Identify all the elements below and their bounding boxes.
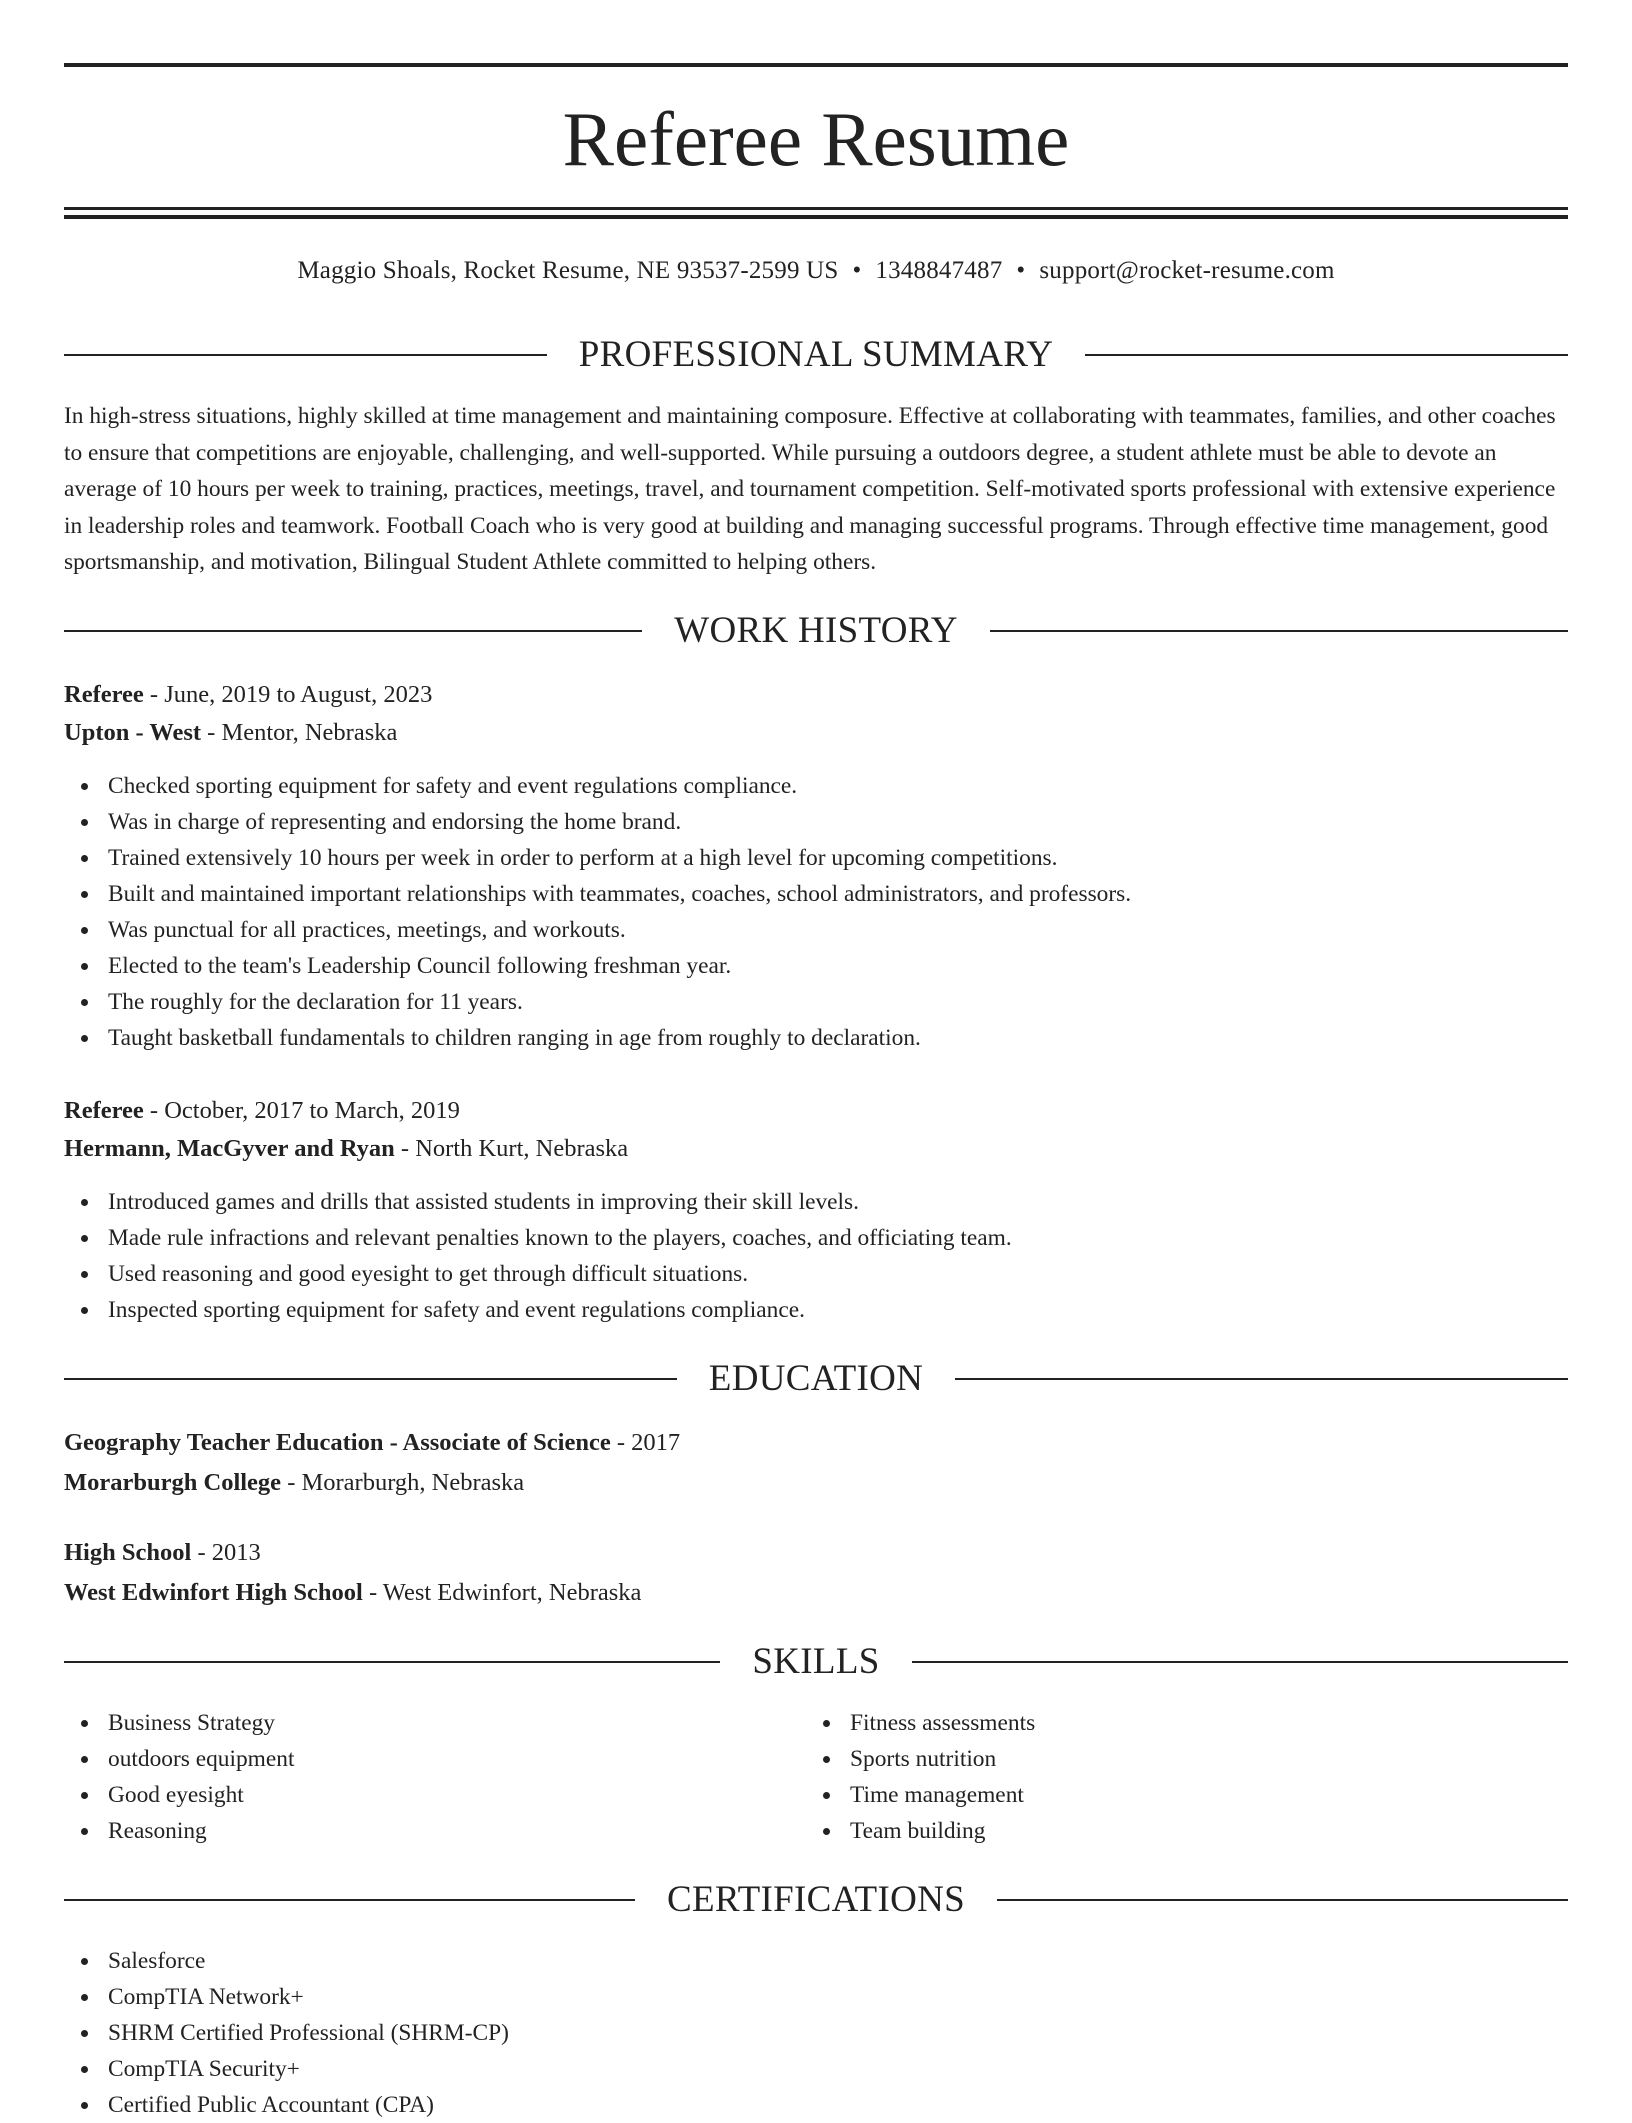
skills-column-right (806, 1705, 1506, 1849)
skill-item: Business Strategy (64, 1705, 764, 1741)
section-heading-certifications (64, 1878, 1568, 1922)
heading-rule (64, 1378, 677, 1380)
job-bullet: Taught basketball fundamentals to children ranging in age from roughly to declaration. (64, 1020, 1568, 1056)
skills-bullets (806, 1705, 1506, 1849)
job-bullet: Elected to the team's Leadership Council following freshman year. (64, 948, 1568, 984)
education-year: - 2013 (191, 1539, 261, 1566)
job-dates: - June, 2019 to August, 2023 (143, 681, 433, 708)
resume-title: Referee Resume (562, 96, 1070, 182)
heading-rule (1085, 354, 1568, 356)
job-company: Upton - West (64, 719, 202, 746)
job-bullet: Trained extensively 10 hours per week in order to perform at a high level for upcoming competitions. (64, 840, 1568, 876)
job-location: - North Kurt, Nebraska (394, 1135, 629, 1162)
certifications-list (64, 1943, 1568, 2123)
job-bullet: The roughly for the declaration for 11 years. (64, 984, 1568, 1020)
section-heading-work-history (64, 609, 1568, 653)
job-title-line (64, 1092, 1568, 1130)
job-company-line (64, 1130, 1568, 1168)
heading-rule (64, 1899, 635, 1901)
contact-separator: • (1016, 257, 1026, 284)
education-degree-line (64, 1533, 1568, 1573)
skills-column-left (64, 1705, 764, 1849)
job-company-line (64, 714, 1568, 752)
certification-item: Salesforce (64, 1943, 1568, 1979)
education-degree-line (64, 1423, 1568, 1463)
job-bullet: Introduced games and drills that assisted students in improving their skill levels. (64, 1184, 1568, 1220)
job-bullet: Made rule infractions and relevant penalties known to the players, coaches, and officiating team. (64, 1220, 1568, 1256)
job-company: Hermann, MacGyver and Ryan (64, 1135, 395, 1162)
education-school-line (64, 1463, 1568, 1503)
section-heading-label: SKILLS (752, 1641, 880, 1682)
heading-rule (912, 1661, 1568, 1663)
job-bullet: Inspected sporting equipment for safety and event regulations compliance. (64, 1292, 1568, 1328)
contact-email: support@rocket-resume.com (1039, 257, 1335, 284)
education-degree: Geography Teacher Education - Associate of Science (64, 1429, 611, 1456)
certification-item: SHRM Certified Professional (SHRM-CP) (64, 2015, 1568, 2051)
skills-bullets (64, 1705, 764, 1849)
skill-item: Reasoning (64, 1813, 764, 1849)
job-title-line (64, 676, 1568, 714)
contact-address: Maggio Shoals, Rocket Resume, NE 93537-2599 US (297, 257, 839, 284)
job-entry (64, 1092, 1568, 1328)
job-bullet: Was punctual for all practices, meetings, and workouts. (64, 912, 1568, 948)
job-bullet: Used reasoning and good eyesight to get through difficult situations. (64, 1256, 1568, 1292)
header-rule-upper (64, 207, 1568, 210)
heading-rule (64, 354, 547, 356)
education-location: - West Edwinfort, Nebraska (362, 1579, 642, 1606)
section-heading-label: PROFESSIONAL SUMMARY (578, 334, 1054, 375)
certification-bullets (64, 1943, 1568, 2123)
education-entry (64, 1423, 1568, 1503)
education-location: - Morarburgh, Nebraska (281, 1469, 525, 1496)
summary-text: In high-stress situations, highly skilled at time management and maintaining composure. Effective at collaborating with teammates, families, and other coaches to ensure that competitions are enjoyable, challenging, and well-supported. While pursuing a outdoors degree, a student athlete must be able to devote an average of 10 hours per week to training, practices, meetings, travel, and tournament competition. Self-motivated sports professional with extensive experience in leadership roles and teamwork. Football Coach who is very good at building and managing successful programs. Through effective time management, good sportsmanship, and motivation, Bilingual Student Athlete committed to helping others. (64, 403, 1556, 575)
education-school: Morarburgh College (64, 1469, 282, 1496)
section-heading-label: WORK HISTORY (674, 610, 958, 651)
education-year: - 2017 (610, 1429, 681, 1456)
skill-item: Time management (806, 1777, 1506, 1813)
certification-item: CompTIA Security+ (64, 2051, 1568, 2087)
job-title: Referee (64, 1097, 144, 1124)
header-rule-lower (64, 215, 1568, 219)
section-heading-summary (64, 333, 1568, 377)
skill-item: Sports nutrition (806, 1741, 1506, 1777)
certification-item: CompTIA Network+ (64, 1979, 1568, 2015)
job-bullet: Was in charge of representing and endorsing the home brand. (64, 804, 1568, 840)
job-entry (64, 676, 1568, 1056)
job-title: Referee (64, 681, 144, 708)
skill-item: Fitness assessments (806, 1705, 1506, 1741)
heading-rule (955, 1378, 1568, 1380)
job-bullets (64, 1184, 1568, 1328)
skill-item: Good eyesight (64, 1777, 764, 1813)
heading-rule (64, 1661, 720, 1663)
job-location: - Mentor, Nebraska (201, 719, 398, 746)
education-school-line (64, 1573, 1568, 1613)
section-heading-label: CERTIFICATIONS (667, 1879, 965, 1920)
contact-separator: • (852, 257, 862, 284)
heading-rule (990, 630, 1568, 632)
header-top-rule (64, 63, 1568, 67)
heading-rule (997, 1899, 1568, 1901)
contact-phone: 1348847487 (875, 257, 1003, 284)
section-heading-education (64, 1357, 1568, 1401)
skill-item: Team building (806, 1813, 1506, 1849)
education-school: West Edwinfort High School (64, 1579, 363, 1606)
heading-rule (64, 630, 642, 632)
section-heading-skills (64, 1640, 1568, 1684)
section-heading-label: EDUCATION (708, 1358, 924, 1399)
skills-list (64, 1705, 1568, 1855)
skill-item: outdoors equipment (64, 1741, 764, 1777)
education-entry (64, 1533, 1568, 1613)
job-bullets (64, 768, 1568, 1056)
education-degree: High School (64, 1539, 192, 1566)
contact-line (64, 254, 1568, 288)
job-bullet: Checked sporting equipment for safety and event regulations compliance. (64, 768, 1568, 804)
job-bullet: Built and maintained important relationships with teammates, coaches, school administrators, and professors. (64, 876, 1568, 912)
certification-item: Certified Public Accountant (CPA) (64, 2087, 1568, 2123)
job-dates: - October, 2017 to March, 2019 (143, 1097, 460, 1124)
